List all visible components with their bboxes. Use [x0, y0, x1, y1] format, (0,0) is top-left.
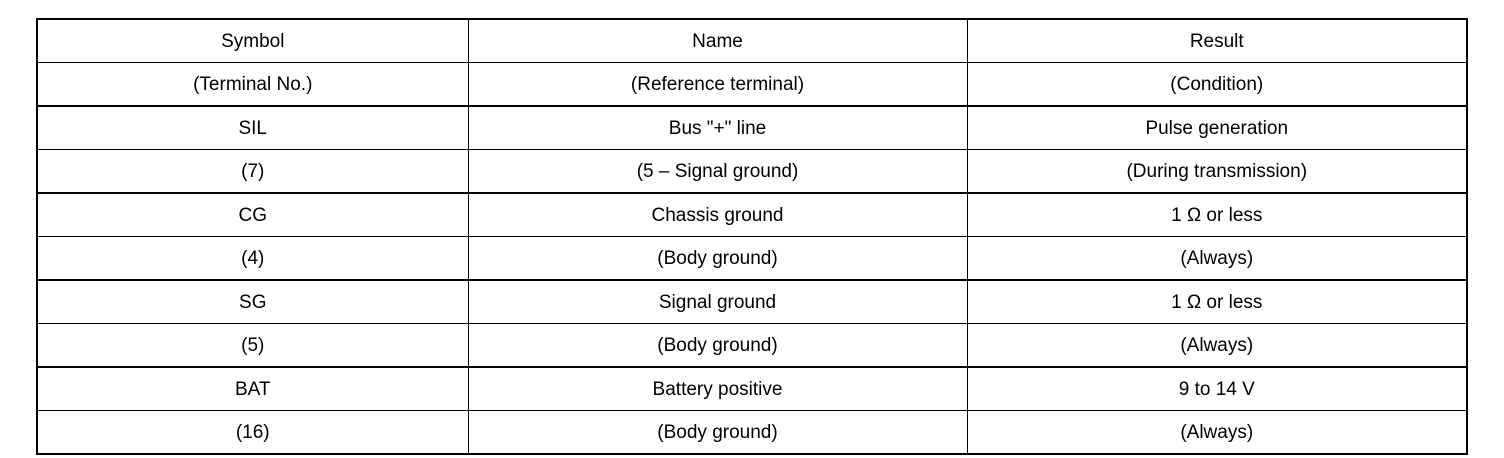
condition-cell: (Always) — [967, 324, 1467, 368]
table-row — [37, 411, 1467, 455]
reference-cell: (Body ground) — [468, 324, 967, 368]
table-row — [37, 106, 1467, 150]
table-row — [37, 237, 1467, 281]
symbol-cell: SIL — [37, 106, 468, 150]
name-cell: Signal ground — [468, 280, 967, 324]
header-condition-cell: (Condition) — [967, 63, 1467, 107]
name-cell: Chassis ground — [468, 193, 967, 237]
header-terminal-cell: (Terminal No.) — [37, 63, 468, 107]
name-cell: Bus "+" line — [468, 106, 967, 150]
condition-cell: (During transmission) — [967, 150, 1467, 194]
name-cell: Battery positive — [468, 367, 967, 411]
result-cell: Pulse generation — [967, 106, 1467, 150]
reference-cell: (5 – Signal ground) — [468, 150, 967, 194]
table-row — [37, 193, 1467, 237]
table-row — [37, 280, 1467, 324]
terminal-cell: (7) — [37, 150, 468, 194]
terminal-cell: (16) — [37, 411, 468, 455]
result-cell: 9 to 14 V — [967, 367, 1467, 411]
table-row-header — [37, 19, 1467, 63]
header-symbol-cell: Symbol — [37, 19, 468, 63]
table-row-header-sub — [37, 63, 1467, 107]
result-cell: 1 Ω or less — [967, 193, 1467, 237]
condition-cell: (Always) — [967, 411, 1467, 455]
terminal-check-table — [36, 18, 1468, 455]
terminal-cell: (4) — [37, 237, 468, 281]
table-row — [37, 367, 1467, 411]
symbol-cell: CG — [37, 193, 468, 237]
terminal-cell: (5) — [37, 324, 468, 368]
header-reference-cell: (Reference terminal) — [468, 63, 967, 107]
reference-cell: (Body ground) — [468, 237, 967, 281]
table-row — [37, 150, 1467, 194]
symbol-cell: BAT — [37, 367, 468, 411]
header-name-cell: Name — [468, 19, 967, 63]
table-row — [37, 324, 1467, 368]
condition-cell: (Always) — [967, 237, 1467, 281]
symbol-cell: SG — [37, 280, 468, 324]
result-cell: 1 Ω or less — [967, 280, 1467, 324]
reference-cell: (Body ground) — [468, 411, 967, 455]
header-result-cell: Result — [967, 19, 1467, 63]
